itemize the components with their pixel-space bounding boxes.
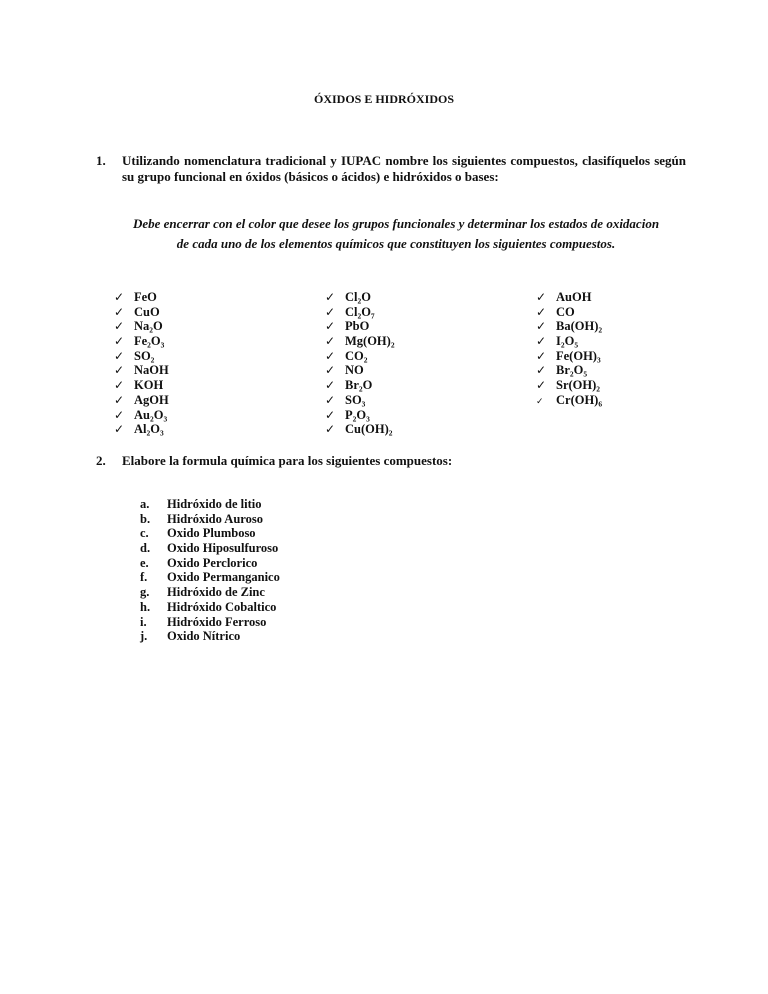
list-item [140,600,280,615]
compound-formula: Cl₂O [345,290,371,304]
list-item [140,541,280,556]
list-item-letter: f. [140,570,148,585]
compound-list-column-2 [325,290,395,437]
compound-item [114,334,169,349]
checkmark-icon: ✓ [536,363,547,378]
list-item [140,512,280,527]
compound-item [536,378,602,393]
compound-formula: CO₂ [345,348,368,363]
checkmark-icon: ✓ [114,407,125,422]
compound-formula: Cr(OH)₆ [556,392,603,407]
compound-item [325,363,395,378]
compound-name-list [140,497,280,644]
list-item-text: Hidróxido de Zinc [167,585,265,600]
compound-formula: SO₃ [345,392,366,407]
checkmark-icon: ✓ [114,334,125,349]
compound-item [536,349,602,364]
list-item-letter: i. [140,614,147,629]
list-item-letter: j. [140,629,148,644]
compound-formula: Br₂O [345,378,373,393]
list-item-letter: a. [140,497,150,511]
list-item-letter: c. [140,526,149,541]
checkmark-icon: ✓ [325,363,336,378]
checkmark-icon: ✓ [536,348,547,363]
compound-formula: Mg(OH)₂ [345,334,395,349]
compound-item [325,334,395,349]
list-item [140,570,280,585]
compound-formula: Br₂O₅ [556,363,588,378]
question-2 [96,453,696,469]
checkmark-icon: ✓ [325,348,336,363]
compound-item [325,378,395,393]
question-1-number: 1. [96,153,106,168]
checkmark-icon: ✓ [536,290,547,304]
compound-item [114,305,169,320]
compound-formula: Al₂O₃ [134,422,164,437]
instruction-note-line-2: de cada uno de los elementos químicos que constituyen los siguientes compuestos. [176,236,616,251]
instruction-note [118,214,674,254]
list-item-letter: e. [140,555,149,570]
checkmark-icon: ✓ [325,392,336,407]
list-item-letter: d. [140,541,151,556]
compound-item [114,393,169,408]
checkmark-icon: ✓ [536,378,547,393]
checkmark-icon: ✓ [114,304,125,319]
list-item [140,585,280,600]
checkmark-icon: ✓ [536,396,544,407]
compound-formula: Ba(OH)₂ [556,319,603,334]
list-item-text: Oxido Plumboso [167,526,256,541]
checkmark-icon: ✓ [536,319,547,334]
list-item [140,556,280,571]
checkmark-icon: ✓ [325,378,336,393]
checkmark-icon: ✓ [536,334,547,349]
compound-item [325,408,395,423]
compound-item [114,363,169,378]
compound-item [325,422,395,437]
compound-item [325,305,395,320]
checkmark-icon: ✓ [325,407,336,422]
list-item-letter: g. [140,585,150,600]
compound-item [114,319,169,334]
compound-item [325,349,395,364]
checkmark-icon: ✓ [325,304,336,319]
compound-item [536,305,602,320]
list-item [140,629,280,644]
list-item-letter: b. [140,511,151,526]
list-item-text: Oxido Hiposulfuroso [167,541,279,556]
compound-item [114,422,169,437]
compound-item [114,378,169,393]
compound-list-column-1 [114,290,169,437]
compound-formula: Fe₂O₃ [134,334,165,349]
compound-formula: Cu(OH)₂ [345,422,393,437]
checkmark-icon: ✓ [114,363,125,378]
checkmark-icon: ✓ [114,290,125,304]
list-item [140,615,280,630]
compound-item [536,393,602,408]
list-item-text: Hidróxido de litio [167,497,262,511]
compound-formula: NO [345,363,364,378]
question-2-number: 2. [96,453,106,468]
compound-formula: PbO [345,319,370,334]
compound-item [325,290,395,305]
compound-item [536,290,602,305]
checkmark-icon: ✓ [325,334,336,349]
checkmark-icon: ✓ [325,290,336,304]
instruction-note-line-1: Debe encerrar con el color que desee los grupos funcionales y determinar los estados de oxidacion [132,216,660,231]
compound-formula: Sr(OH)₂ [556,378,601,393]
checkmark-icon: ✓ [114,319,125,334]
list-item-text: Oxido Permanganico [167,570,280,585]
list-item-text: Oxido Nítrico [167,629,241,644]
compound-item [114,349,169,364]
checkmark-icon: ✓ [114,422,125,437]
checkmark-icon: ✓ [325,319,336,334]
question-1-text: Utilizando nomenclatura tradicional y IUPAC nombre los siguientes compuestos, clasifíquelos según su grupo funcional en óxidos (básicos o ácidos) e hidróxidos o bases: [122,153,686,184]
compound-formula: Au₂O₃ [134,407,168,422]
compound-formula: FeO [134,290,157,304]
compound-item [325,319,395,334]
list-item-letter: h. [140,599,151,614]
compound-formula: AgOH [134,392,169,407]
list-item-text: Oxido Perclorico [167,555,258,570]
compound-formula: AuOH [556,290,592,304]
checkmark-icon: ✓ [536,304,547,319]
list-item [140,497,280,512]
list-item-text: Hidróxido Ferroso [167,614,267,629]
compound-item [325,393,395,408]
checkmark-icon: ✓ [114,392,125,407]
checkmark-icon: ✓ [114,378,125,393]
question-1 [96,153,686,185]
compound-item [536,363,602,378]
compound-formula: Cl₂O₇ [345,304,375,319]
compound-formula: KOH [134,378,164,393]
compound-formula: CO [556,304,575,319]
list-item-text: Hidróxido Auroso [167,511,263,526]
compound-formula: P₂O₃ [345,407,370,422]
compound-formula: NaOH [134,363,169,378]
checkmark-icon: ✓ [114,348,125,363]
compound-list-column-3 [536,290,602,408]
compound-item [536,319,602,334]
compound-formula: SO₂ [134,348,155,363]
page-title: ÓXIDOS E HIDRÓXIDOS [313,92,455,106]
compound-item [536,334,602,349]
compound-item [114,408,169,423]
compound-formula: I₂O₅ [556,334,579,349]
compound-item [114,290,169,305]
compound-formula: CuO [134,304,160,319]
list-item-text: Hidróxido Cobaltico [167,599,277,614]
question-2-text: Elabore la formula química para los siguientes compuestos: [122,453,453,468]
checkmark-icon: ✓ [325,422,336,437]
compound-formula: Fe(OH)₃ [556,348,601,363]
compound-formula: Na₂O [134,319,163,334]
list-item [140,526,280,541]
